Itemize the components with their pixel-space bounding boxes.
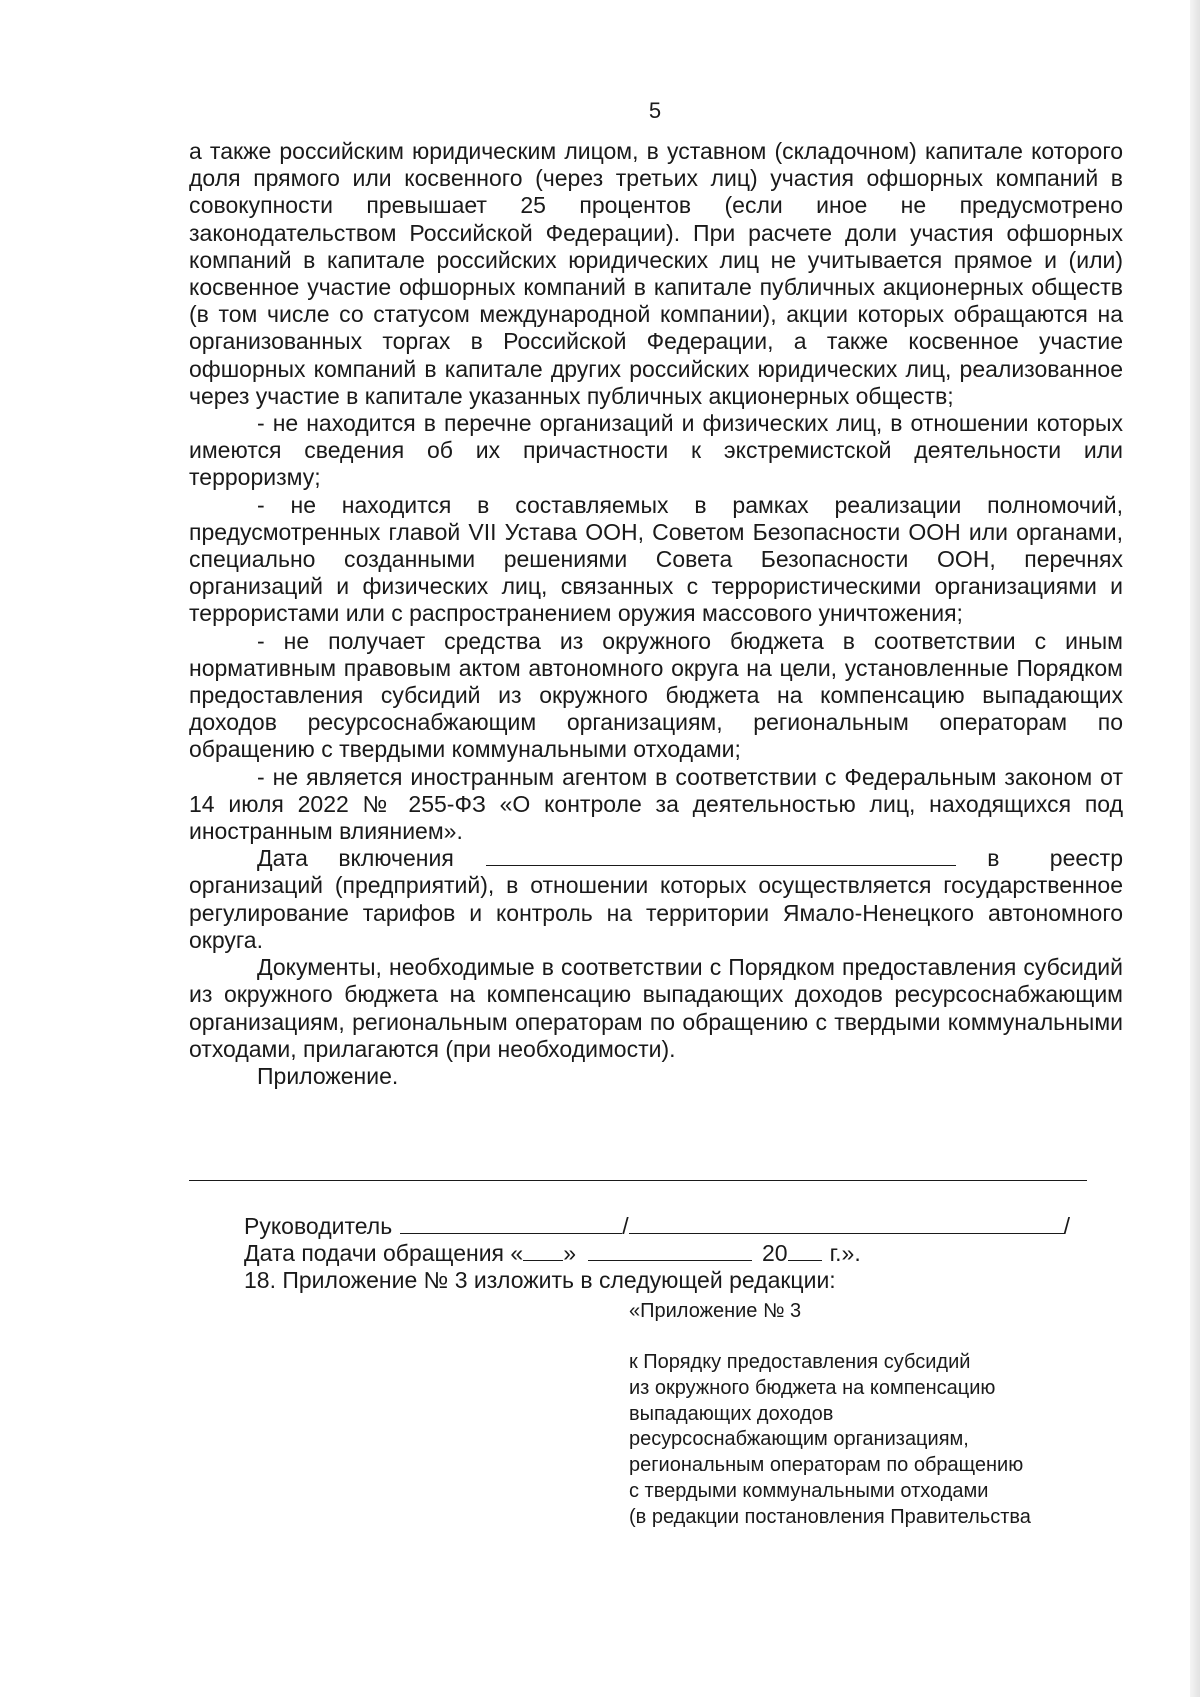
registry-label: в реестр (987, 845, 1123, 872)
month-blank (588, 1240, 752, 1261)
signature-block (244, 1213, 1094, 1295)
appendix-line: к Порядку предоставления субсидий (629, 1351, 971, 1373)
date-inclusion-continuation: организаций (предприятий), в отношении которых осуществляется государственное регулирование тарифов и контроль на территории Ямало-Ненецкого автономного округа. (189, 872, 1123, 953)
head-signature-row (244, 1213, 1094, 1240)
appendix-line: из окружного бюджета на компенсацию (629, 1376, 996, 1399)
main-text (189, 138, 1123, 1090)
attachment-label: Приложение. (257, 1062, 399, 1089)
appendix-title: «Приложение № 3 (629, 1300, 802, 1322)
year-prefix: 20 (761, 1240, 788, 1267)
day-blank (523, 1240, 563, 1261)
signature-separator: / (622, 1213, 629, 1239)
paragraph-extremism: - не находится в перечне организаций и физических лиц, в отношении которых имеются сведения об их причастности к экстремистской деятельности или терроризму; (189, 410, 1123, 491)
amendment-row (244, 1267, 1094, 1294)
name-blank (629, 1213, 1064, 1234)
appendix-line: выпадающих доходов (629, 1402, 834, 1425)
year-suffix: г.». (829, 1240, 861, 1267)
appendix-line: с твердыми коммунальными отходами (629, 1479, 989, 1502)
paragraph-documents: Документы, необходимые в соответствии с Порядком предоставления субсидий из окружного бюджета на компенсацию выпадающих доходов ресурсоснабжающим организациям, региональным операторам по обращению с твердыми коммунальными отходами, прилагаются (при необходимости). (189, 954, 1123, 1062)
date-inclusion-blank (486, 845, 956, 866)
appendix-description (629, 1350, 1109, 1531)
amendment-line: 18. Приложение № 3 изложить в следующей редакции: (244, 1267, 836, 1294)
paragraph-offshore: а также российским юридическим лицом, в уставном (складочном) капитале которого доля прямого или косвенного (через третьих лиц) участия офшорных компаний в совокупности превышает 25 процентов (если иное не предусмотрено законодательством Российской Федерации). При расчете доли участия офшорных компаний в капитале российских юридических лиц не учитывается прямое и (или) косвенное участие офшорных компаний в капитале публичных акционерных обществ (в том числе со статусом международной компании), акции которых обращаются на организованных торгах в Российской Федерации, а также косвенное участие офшорных компаний в капитале других российских юридических лиц, реализованное через участие в капитале указанных публичных акционерных обществ; (189, 138, 1123, 409)
date-inclusion-label: Дата включения (257, 845, 454, 872)
date-inclusion-line (189, 845, 1123, 872)
head-label: Руководитель (244, 1213, 393, 1239)
appendix-line: ресурсоснабжающим организациям, (629, 1428, 969, 1451)
paragraph-foreign-agent: - не является иностранным агентом в соответствии с Федеральным законом от 14 июля 2022 № 255-ФЗ «О контроле за деятельностью лиц, находящихся под иностранным влиянием». (189, 763, 1123, 845)
appendix-line: региональным операторам по обращению (629, 1454, 1024, 1477)
year-blank (788, 1240, 822, 1261)
paragraph-un-sanctions: - не находится в составляемых в рамках реализации полномочий, предусмотренных главой VII Устава ООН, Советом Безопасности ООН или органами, специально созданными решениями Совета Безопасности ООН, перечнях организаций и физических лиц, связанных с террористическими организациями и террористами или с распространением оружия массового уничтожения; (189, 491, 1123, 627)
signature-end: / (1063, 1213, 1070, 1239)
page-number: 5 (648, 98, 662, 123)
appendix-line: (в редакции постановления Правительства (629, 1505, 1031, 1528)
horizontal-divider (189, 1180, 1087, 1181)
submission-date-label: Дата подачи обращения « (244, 1240, 524, 1267)
page-edge-shadow (1190, 0, 1200, 1697)
date-quote-close: » (563, 1240, 576, 1267)
submission-date-row (244, 1240, 1094, 1267)
signature-blank (400, 1213, 622, 1234)
paragraph-budget-funds: - не получает средства из окружного бюджета в соответствии с иным нормативным правовым актом автономного округа на цели, установленные Порядком предоставления субсидий из окружного бюджета на компенсацию выпадающих доходов ресурсоснабжающим организациям, региональным операторам по обращению с твердыми коммунальными отходами; (189, 627, 1123, 763)
